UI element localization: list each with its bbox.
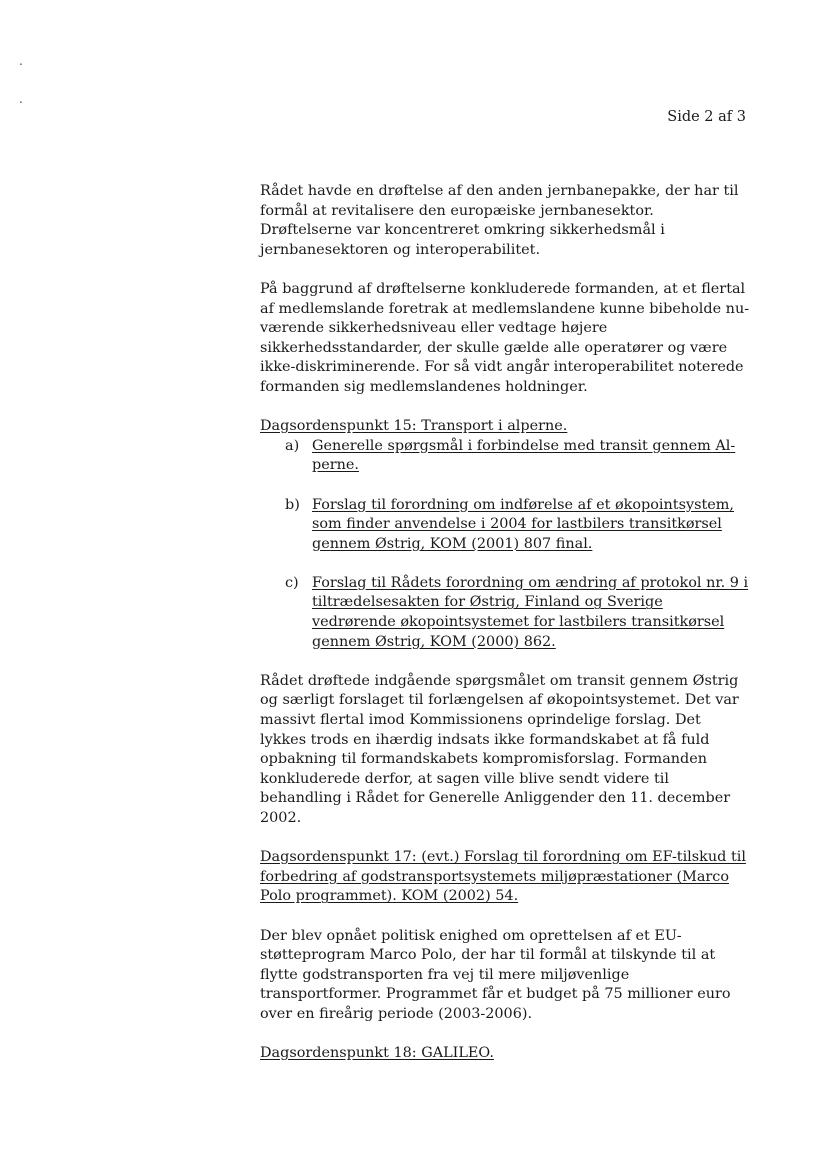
list-item-text: Forslag til forordning om indførelse af et økopointsystem, som finder anvendelse i 2004 for lastbilers transitkørsel gennem Østrig, KOM (2001) 807 final.: [312, 496, 734, 552]
paragraph-transit: Rådet drøftede indgående spørgsmålet om transit gennem Østrig og særligt forslaget til forlængelsen af økopointsystemet. Det var massivt flertal imod Kommissionens oprindelige forslag. Det lykkes trods en ihærdig indsats ikke formandskabet at få fuld opbakning til formandskabets kompromisforslag. Formanden konkluderede derfor, at sagen ville blive sendt videre til behandling i Rådet for Generelle Anliggender den 11. december 2002.: [260, 672, 739, 826]
page-number: Side 2 af 3: [667, 109, 746, 125]
list-marker: b): [285, 496, 300, 513]
paragraph-conclusion: På baggrund af drøftelserne konkluderede formanden, at et flertal af medlemslande foretrak at medlemslandene kunne bibeholde nuværende sikkerhedsniveau eller vedtage højere sikkerhedsstandarder, der skulle gælde alle operatører og være ikke-diskriminerende. For så vidt angår interoperabilitet noterede formanden sig medlemslandenes holdninger.: [260, 280, 750, 395]
margin-mark: .: [19, 92, 23, 106]
paragraph-railway-package: Rådet havde en drøftelse af den anden jernbanepakke, der har til formål at revitalisere den europæiske jernbanesektor. Drøftelserne var koncentreret omkring sikkerhedsmål i jernbanesektoren og interoperabilitet.: [260, 183, 739, 258]
list-item-text: Generelle spørgsmål i forbindelse med transit gennem Alperne.: [312, 437, 736, 474]
list-item: [260, 437, 750, 476]
agenda-heading-17: Dagsordenspunkt 17: (evt.) Forslag til forordning om EF-tilskud til forbedring af godstransportsystemets miljøpræstationer (Marco Polo programmet). KOM (2002) 54.: [260, 849, 746, 905]
list-item: [260, 496, 750, 555]
paragraph-marco-polo: Der blev opnået politisk enighed om oprettelsen af et EU-støtteprogram Marco Polo, der har til formål at tilskynde til at flytte godstransporten fra vej til mere miljøvenlige transportformer. Programmet får et budget på 75 millioner euro over en fireårig periode (2003-2006).: [260, 927, 731, 1022]
agenda-heading-18: Dagsordenspunkt 18: GALILEO.: [260, 1045, 494, 1062]
agenda-heading-15: Dagsordenspunkt 15: Transport i alperne.: [260, 418, 568, 435]
list-item: [260, 574, 750, 652]
list-marker: a): [285, 437, 300, 454]
margin-mark: .: [19, 54, 23, 68]
list-item-text: Forslag til Rådets forordning om ændring af protokol nr. 9 i tiltrædelsesakten for Østrig, Finland og Sverige vedrørende økopointsystemet for lastbilers transitkørsel gennem Østrig, KOM (2000) 862.: [312, 574, 749, 650]
document-body: [260, 182, 750, 1064]
list-marker: c): [285, 574, 299, 591]
agenda-items-15: [260, 437, 750, 653]
